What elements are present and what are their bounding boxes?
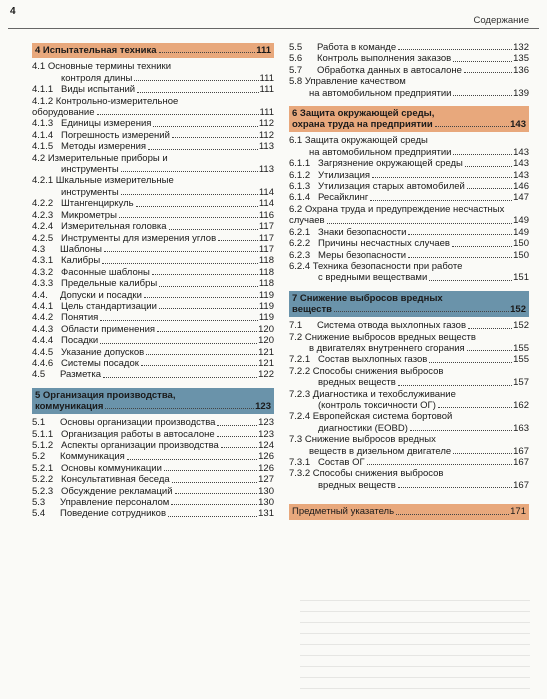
toc-entry[interactable]: 4.2.1 Шкальные измерительные [32, 175, 174, 187]
header-rule [8, 28, 539, 29]
toc-entry[interactable]: 7.2.3 Диагностика и техобслуживание [289, 388, 456, 400]
toc-entry[interactable]: 4.1.4 Погрешность измерений 112 [32, 129, 274, 141]
toc-entry[interactable]: диагностики (EOBD) 163 [318, 422, 529, 434]
toc-entry[interactable]: 4.3.2 Фасонные шаблоны 118 [32, 266, 274, 278]
toc-entry[interactable]: веществ в дизельном двигателе 167 [309, 445, 529, 457]
toc-entry[interactable]: 5.1.2 Аспекты организации производства 124 [32, 440, 274, 451]
toc-entry[interactable]: (контроль токсичности ОГ) 162 [318, 399, 529, 411]
toc-entry[interactable]: 4.2.3 Микрометры 116 [32, 209, 274, 221]
toc-entry[interactable]: 4.4.1 Цель стандартизации 119 [32, 300, 274, 312]
toc-entry[interactable]: 6.1 Защита окружающей среды [289, 135, 428, 147]
toc-entry[interactable]: 5.8 Управление качеством [289, 76, 406, 88]
toc-entry[interactable]: 7.2.4 Европейская система бортовой [289, 411, 453, 423]
chapter-5-heading[interactable]: 5 Организация производства, коммуникация 123 [32, 388, 274, 414]
toc-entry[interactable]: 6.1.1 Загрязнение окружающей среды 143 [289, 158, 529, 170]
toc-entry[interactable]: 5.2.1 Основы коммуникации 126 [32, 462, 274, 474]
page-header [0, 0, 547, 34]
toc-entry[interactable]: 4.4.5 Указание допусков 121 [32, 346, 274, 358]
chapter-6-heading[interactable]: 6 Защита окружающей среды, охрана труда на предприятии 143 [289, 106, 529, 132]
toc-entry[interactable]: 4.5 Разметка 122 [32, 369, 274, 381]
toc-entry[interactable]: оборудование 111 [32, 107, 274, 119]
toc-entry[interactable]: 6.2 Охрана труда и предупреждение несчастных [289, 203, 505, 215]
toc-entry[interactable]: 4.4.6 Системы посадок 121 [32, 357, 274, 369]
toc-entry[interactable]: 5.5 Работа в команде 132 [289, 42, 529, 53]
toc-entry[interactable]: 4.2.2 Штангенциркуль 114 [32, 198, 274, 210]
toc-entry[interactable]: в двигателях внутреннего сгорания 155 [309, 342, 529, 354]
toc-entry[interactable]: 4.2.4 Измерительная головка 117 [32, 221, 274, 233]
toc-entry[interactable]: 4.1.3 Единицы измерения 112 [32, 118, 274, 130]
toc-entry[interactable]: 4.3 Шаблоны 117 [32, 243, 274, 255]
toc-entry[interactable]: 5.1.1 Организация работы в автосалоне 123 [32, 428, 274, 440]
toc-entry[interactable]: 5.4 Поведение сотрудников 131 [32, 508, 274, 520]
toc-right-column [289, 42, 529, 523]
toc-entry[interactable]: 4.1.5 Методы измерения 113 [32, 141, 274, 153]
toc-entry[interactable]: 4.4.4 Посадки 120 [32, 335, 274, 347]
toc-entry[interactable]: с вредными веществами 151 [318, 272, 529, 284]
toc-entry[interactable]: 7.2 Снижение выбросов вредных веществ [289, 331, 476, 343]
toc-entry[interactable]: 6.2.1 Знаки безопасности 149 [289, 226, 529, 238]
toc-entry[interactable]: инструменты 114 [61, 186, 274, 198]
toc-entry[interactable]: 5.2 Коммуникация 126 [32, 451, 274, 463]
toc-entry[interactable]: 4.3.3 Предельные калибры 118 [32, 278, 274, 290]
toc-entry[interactable]: 5.6 Контроль выполнения заказов 135 [289, 53, 529, 65]
toc-entry[interactable]: 5.1 Основы организации производства 123 [32, 417, 274, 429]
toc-entry[interactable]: 7.3.1 Состав ОГ 167 [289, 457, 529, 468]
toc-entry[interactable]: 4.4.2 Понятия 119 [32, 312, 274, 324]
index-heading[interactable]: Предметный указатель 171 [289, 504, 529, 519]
toc-entry[interactable]: вредных веществ 157 [318, 377, 529, 389]
running-head: Содержание [473, 15, 529, 26]
toc-entry[interactable]: 7.1 Система отвода выхлопных газов 152 [289, 320, 529, 332]
toc-entry[interactable]: 4.2.5 Инструменты для измерения углов 117 [32, 232, 274, 244]
toc-entry[interactable]: 5.7 Обработка данных в автосалоне 136 [289, 64, 529, 76]
bleed-through-shadow [300, 600, 530, 690]
toc-entry[interactable]: 7.2.1 Состав выхлопных газов 155 [289, 354, 529, 366]
toc-entry[interactable]: 4.2 Измерительные приборы и [32, 152, 168, 164]
toc-entry[interactable]: на автомобильном предприятии 143 [309, 146, 529, 158]
toc-entry[interactable]: 7.2.2 Способы снижения выбросов [289, 365, 444, 377]
toc-entry[interactable]: 7.3.2 Способы снижения выбросов [289, 468, 444, 480]
chapter-7-heading[interactable]: 7 Снижение выбросов вредных веществ 152 [289, 291, 529, 317]
toc-entry[interactable]: 6.2.3 Меры безопасности 150 [289, 249, 529, 261]
toc-entry[interactable]: на автомобильном предприятии 139 [309, 87, 529, 99]
toc-entry[interactable]: 4.1.1 Виды испытаний 111 [32, 84, 274, 96]
page-number: 4 [10, 6, 16, 17]
toc-entry[interactable]: 6.2.2 Причины несчастных случаев 150 [289, 238, 529, 250]
toc-entry[interactable]: случаев 149 [289, 215, 529, 227]
toc-entry[interactable]: 6.1.4 Ресайклинг 147 [289, 192, 529, 204]
toc-entry[interactable]: 4.4. Допуски и посадки 119 [32, 289, 274, 301]
toc-entry[interactable]: инструменты 113 [61, 164, 274, 176]
toc-entry[interactable]: 4.1.2 Контрольно-измерительное [32, 95, 179, 107]
toc-entry[interactable]: 6.1.3 Утилизация старых автомобилей 146 [289, 181, 529, 193]
toc-entry[interactable]: 4.4.3 Области применения 120 [32, 323, 274, 335]
toc-entry[interactable]: вредных веществ 167 [318, 479, 529, 491]
toc-left-column [32, 42, 274, 520]
toc-entry[interactable]: 6.1.2 Утилизация 143 [289, 169, 529, 181]
toc-entry[interactable]: 7.3 Снижение выбросов вредных [289, 434, 436, 446]
toc-entry[interactable]: 5.3 Управление персоналом 130 [32, 497, 274, 509]
toc-entry[interactable]: 4.3.1 Калибры 118 [32, 255, 274, 267]
chapter-4-heading[interactable]: 4 Испытательная техника 111 [32, 43, 274, 58]
toc-entry[interactable]: 6.2.4 Техника безопасности при работе [289, 260, 463, 272]
toc-entry[interactable]: 4.1 Основные термины техники [32, 61, 172, 73]
toc-entry[interactable]: 5.2.2 Консультативная беседа 127 [32, 474, 274, 486]
toc-entry[interactable]: 5.2.3 Обсуждение рекламаций 130 [32, 485, 274, 497]
toc-entry[interactable]: контроля длины 111 [61, 72, 274, 84]
